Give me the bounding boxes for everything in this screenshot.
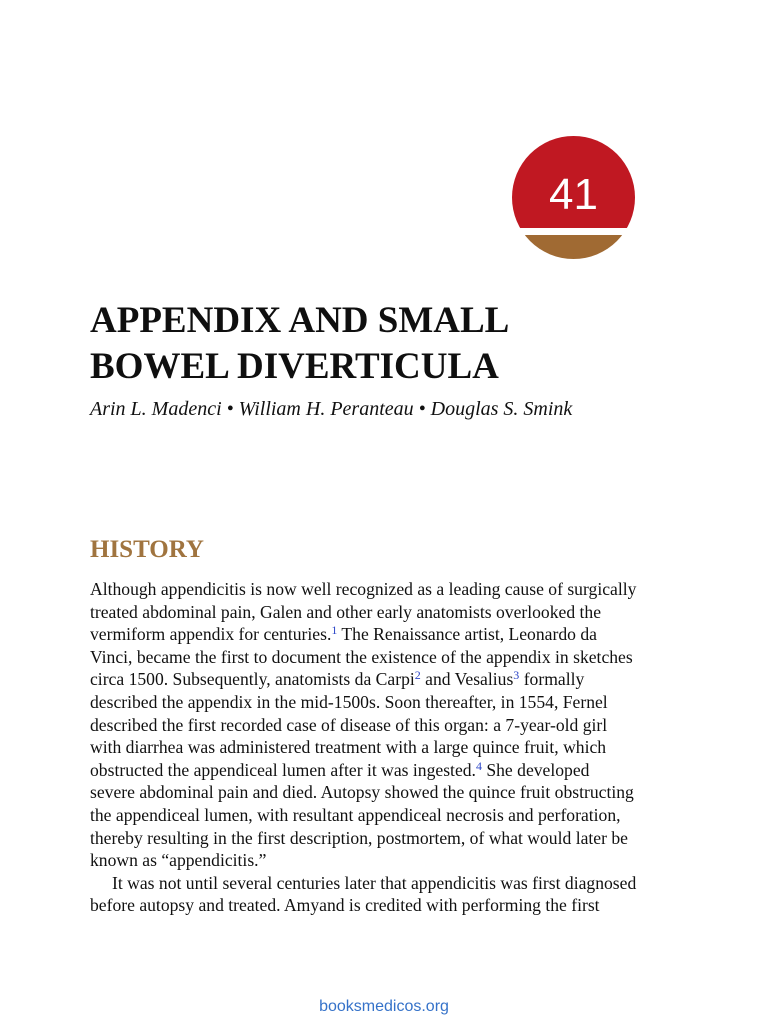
chapter-title-line-2: BOWEL DIVERTICULA	[90, 346, 499, 387]
body-line: described the first recorded case of disease of this organ: a 7-year-old girl	[90, 714, 608, 735]
body-line: known as “appendicitis.”	[90, 850, 267, 871]
body-line: obstructed the appendiceal lumen after it was ingested.$^4$ She developed	[90, 758, 590, 780]
body-line: severe abdominal pain and died. Autopsy showed the quince fruit obstructing	[90, 782, 634, 803]
body-line: circa 1500. Subsequently, anatomists da Carpi$^2$ and Vesalius$^3$ formally	[90, 668, 585, 690]
body-line: Although appendicitis is now well recognized as a leading cause of surgically	[90, 579, 637, 599]
body-line: before autopsy and treated. Amyand is credited with performing the first	[90, 895, 600, 916]
body-line-paragraph-start: It was not until several centuries later that appendicitis was first diagnosed	[112, 872, 637, 893]
reference-link-4[interactable]: 4	[475, 758, 482, 773]
body-text	[90, 578, 690, 917]
body-line: vermiform appendix for centuries.$^1$ The Renaissance artist, Leonardo da	[90, 623, 597, 645]
body-line: with diarrhea was administered treatment with a large quince fruit, which	[90, 737, 607, 758]
body-line: described the appendix in the mid-1500s. Soon thereafter, in 1554, Fernel	[90, 691, 608, 712]
chapter-number: 41	[549, 170, 598, 219]
reference-link-2[interactable]: 2	[414, 668, 421, 683]
body-line: the appendiceal lumen, with resultant appendiceal necrosis and perforation,	[90, 804, 621, 825]
section-heading-history: HISTORY	[90, 536, 204, 563]
body-line: thereby resulting in the first description, postmortem, of what would later be	[90, 827, 628, 848]
body-line: treated abdominal pain, Galen and other early anatomists overlooked the	[90, 601, 602, 622]
chapter-title	[90, 298, 650, 390]
footer-site-link[interactable]: booksmedicos.org	[319, 998, 449, 1015]
reference-link-3[interactable]: 3	[513, 668, 520, 683]
chapter-authors: Arin L. Madenci • William H. Peranteau • Douglas S. Smink	[90, 398, 573, 420]
chapter-number-badge	[512, 136, 635, 259]
chapter-title-line-1: APPENDIX AND SMALL	[90, 300, 510, 341]
body-line: Vinci, became the first to document the existence of the appendix in sketches	[90, 646, 633, 667]
reference-link-1[interactable]: 1	[331, 623, 338, 638]
